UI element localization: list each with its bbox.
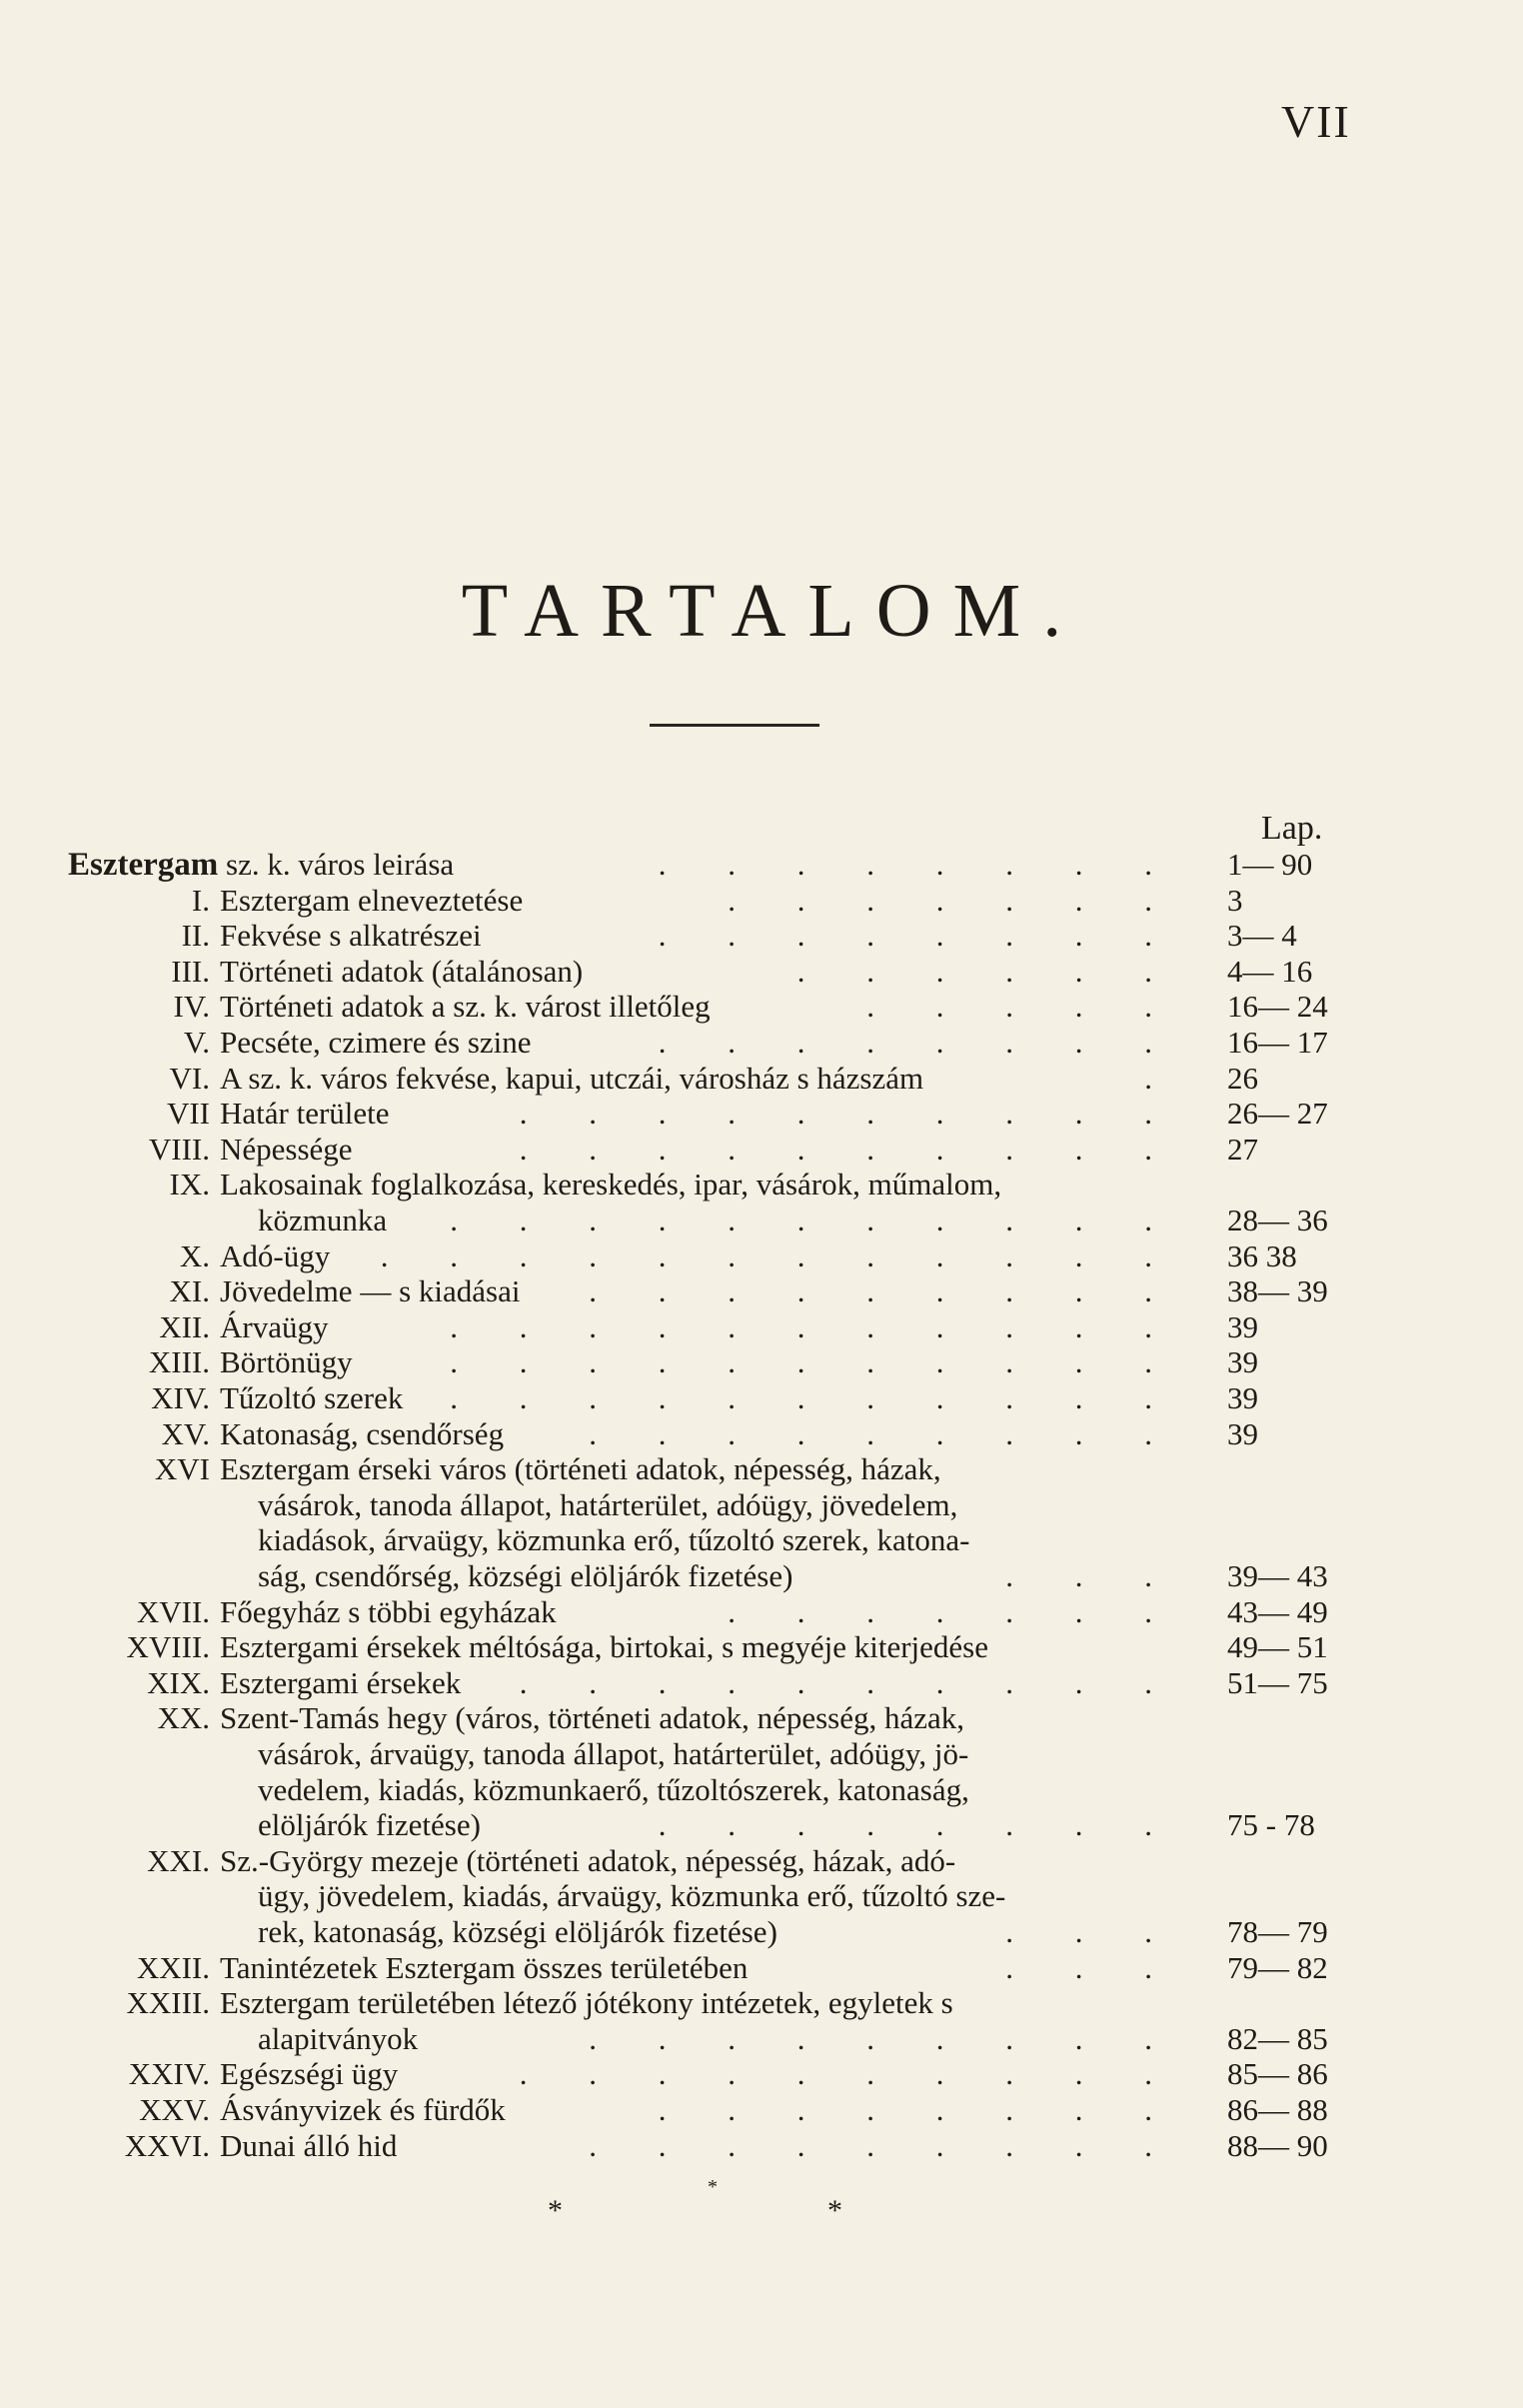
entry-number: IX. — [169, 1167, 210, 1203]
leader-dots: . . . . . . . . . . . — [450, 1203, 1179, 1237]
toc-entry — [0, 1310, 1523, 1344]
entry-pages: 39— 43 — [1227, 1558, 1328, 1593]
leader-dots: . . . . . — [866, 989, 1179, 1025]
entry-title: Esztergam elneveztetése — [220, 882, 524, 918]
entry-number: XIV. — [151, 1380, 210, 1415]
leader-dots: . . . — [1005, 1949, 1179, 1985]
entry-title: rek, katonaság, községi elöljárók fizetése) — [258, 1914, 777, 1949]
toc-entry — [0, 1915, 1523, 1949]
leader-dots: . . . . . . . . — [658, 1025, 1179, 1060]
entry-pages: 79— 82 — [1227, 1949, 1328, 1985]
entry-title: Ásványvizek és fürdők — [220, 2092, 506, 2127]
toc-entry — [0, 1488, 1523, 1522]
leader-dots: . . . . . . . . . . . . — [380, 1237, 1179, 1273]
toc-entry — [0, 848, 1523, 882]
leader-dots: . . . . . . . . . — [589, 1273, 1179, 1309]
toc-entry — [0, 1773, 1523, 1807]
entry-title: Egészségi ügy — [220, 2056, 399, 2092]
entry-number: XXIV. — [128, 2056, 210, 2092]
entry-title: Esztergami érsekek — [220, 1664, 462, 1700]
toc-entry — [0, 1951, 1523, 1985]
toc-entry — [0, 1168, 1523, 1202]
toc-entry — [0, 1097, 1523, 1131]
entry-number: XXI. — [147, 1842, 210, 1878]
entry-number: XXIII. — [126, 1985, 210, 2021]
entry-number: XIII. — [148, 1344, 210, 1380]
toc-entry — [0, 2057, 1523, 2091]
entry-pages: 39 — [1227, 1308, 1258, 1344]
entry-number: XII. — [159, 1308, 210, 1344]
leader-dots: . — [1144, 1060, 1179, 1096]
entry-number: I. — [191, 882, 210, 918]
toc-entry — [0, 1204, 1523, 1237]
entry-title: vedelem, kiadás, közmunkaerő, tűzoltószerek, katonaság, — [258, 1771, 969, 1807]
entry-pages: 3 — [1227, 882, 1243, 918]
entry-title: Népessége — [220, 1131, 353, 1167]
entry-title-text: sz. k. város leirása — [218, 847, 455, 882]
entry-title: Esztergam érseki város (történeti adatok, népesség, házak, — [220, 1451, 941, 1487]
entry-title: Esztergam területében létező jótékony intézetek, egyletek s — [220, 1985, 953, 2021]
leader-dots: . . . . . . . . . . . — [450, 1308, 1179, 1344]
entry-number: XX. — [157, 1700, 210, 1736]
leader-dots: . . . . . . . . . . — [519, 2056, 1179, 2092]
entry-number: VIII. — [148, 1131, 210, 1167]
toc-entry — [0, 2022, 1523, 2056]
entry-pages: 1— 90 — [1227, 847, 1313, 882]
page-number: VII — [1281, 96, 1351, 147]
toc-entry — [0, 1595, 1523, 1629]
entry-title: Fekvése s alkatrészei — [220, 918, 482, 954]
leader-dots: . . . . . . . . . . . — [450, 1344, 1179, 1380]
toc-entry — [0, 1026, 1523, 1060]
entry-number: XV. — [161, 1415, 210, 1451]
entry-pages: 4— 16 — [1227, 953, 1313, 989]
entry-pages: 51— 75 — [1227, 1664, 1328, 1700]
entry-number: VI. — [169, 1060, 210, 1096]
entry-pages: 78— 79 — [1227, 1914, 1328, 1949]
entry-title: Szent-Tamás hegy (város, történeti adatok, népesség, házak, — [220, 1700, 964, 1736]
entry-number: V. — [183, 1025, 210, 1060]
entry-number: XVII. — [136, 1593, 210, 1629]
toc-entry — [0, 1239, 1523, 1273]
entry-title: vásárok, árvaügy, tanoda állapot, határterület, adóügy, jö- — [258, 1736, 969, 1771]
entry-number: X. — [179, 1237, 210, 1273]
entry-title: ügy, jövedelem, kiadás, árvaügy, közmunka erő, tűzoltó sze- — [258, 1878, 1006, 1914]
entry-number: II. — [181, 918, 210, 954]
toc-entry — [0, 2129, 1523, 2163]
toc-entry — [0, 1808, 1523, 1842]
entry-pages: 36 38 — [1227, 1237, 1297, 1273]
leader-dots: . . . . . . . . . — [589, 2020, 1179, 2056]
toc-entry — [0, 1062, 1523, 1096]
entry-title: vásárok, tanoda állapot, határterület, adóügy, jövedelem, — [258, 1486, 958, 1522]
entry-title: Határ területe — [220, 1096, 390, 1132]
entry-number: XI. — [169, 1273, 210, 1309]
entry-title: elöljárók fizetése) — [258, 1807, 481, 1843]
entry-title: Árvaügy — [220, 1308, 329, 1344]
toc-entry — [0, 1133, 1523, 1167]
entry-pages: 26 — [1227, 1060, 1258, 1096]
leader-dots: . . . . . . . . — [658, 1807, 1179, 1843]
toc-entry — [0, 1630, 1523, 1664]
entry-pages: 39 — [1227, 1415, 1258, 1451]
entry-title: Főegyház s többi egyházak — [220, 1593, 557, 1629]
entry-pages: 75 - 78 — [1227, 1807, 1315, 1843]
ornament-star: * — [548, 2194, 563, 2227]
entry-title: Dunai álló hid — [220, 2127, 398, 2163]
leader-dots: . . . . . . . — [728, 882, 1179, 918]
entry-pages: 3— 4 — [1227, 918, 1297, 954]
entry-pages: 88— 90 — [1227, 2127, 1328, 2163]
toc-entry — [0, 1737, 1523, 1771]
entry-title: kiadások, árvaügy, közmunka erő, tűzoltó szerek, katona- — [258, 1522, 970, 1558]
entry-number: XXII. — [136, 1949, 210, 1985]
toc-entry — [0, 955, 1523, 989]
entry-title: Katonaság, csendőrség — [220, 1415, 505, 1451]
title-rule — [650, 724, 819, 727]
entry-pages: 38— 39 — [1227, 1273, 1328, 1309]
toc-entry — [0, 1701, 1523, 1735]
leader-dots: . . . . . . . . . . — [519, 1131, 1179, 1167]
leader-dots: . . . — [1005, 1914, 1179, 1949]
toc-entry — [0, 884, 1523, 918]
entry-number: XVIII. — [126, 1629, 210, 1665]
leader-dots: . . . . . . . . . . — [519, 1096, 1179, 1132]
entry-title: A sz. k. város fekvése, kapui, utczái, városház s házszám — [220, 1060, 924, 1096]
toc-entry — [0, 1986, 1523, 2020]
leader-dots: . . . . . . . . . . — [519, 1664, 1179, 1700]
entry-title: Lakosainak foglalkozása, kereskedés, ipar, vásárok, műmalom, — [220, 1167, 1002, 1203]
toc-entry — [0, 1417, 1523, 1451]
entry-title: Adó-ügy — [220, 1237, 331, 1273]
leader-dots: . . . . . . . . — [658, 847, 1179, 882]
entry-number: III. — [171, 953, 210, 989]
entry-number: VII — [166, 1096, 210, 1132]
entry-pages: 39 — [1227, 1344, 1258, 1380]
entry-pages: 16— 24 — [1227, 989, 1328, 1025]
entry-pages: 86— 88 — [1227, 2092, 1328, 2127]
leader-dots: . . . . . . . . — [658, 918, 1179, 954]
ornament-star: * — [708, 2176, 718, 2198]
entry-number: XXV. — [139, 2092, 210, 2127]
entry-title: Történeti adatok (átalánosan) — [220, 953, 584, 989]
entry-title: közmunka — [258, 1203, 388, 1237]
entry-title — [68, 848, 454, 882]
leader-dots: . . . — [1005, 1558, 1179, 1593]
toc-entry — [0, 1274, 1523, 1308]
entry-title: Történeti adatok a sz. k. várost illetőleg — [220, 989, 711, 1025]
leader-dots: . . . . . . — [796, 953, 1179, 989]
ornament-star: * — [827, 2194, 842, 2227]
page-title: TARTALOM. — [461, 569, 1084, 653]
entry-pages: 82— 85 — [1227, 2020, 1328, 2056]
entry-title: Jövedelme — s kiadásai — [220, 1273, 521, 1309]
toc-entry — [0, 1523, 1523, 1557]
toc-entry — [0, 1666, 1523, 1700]
toc-entry — [0, 990, 1523, 1024]
toc-entry — [0, 1452, 1523, 1486]
entry-pages: 43— 49 — [1227, 1593, 1328, 1629]
toc-entry — [0, 1381, 1523, 1415]
toc-entry — [0, 1844, 1523, 1878]
entry-title: Pecséte, czimere és szine — [220, 1025, 532, 1060]
entry-heading: Esztergam — [68, 847, 219, 883]
leader-dots: . . . . . . . . . . . — [450, 1380, 1179, 1415]
page-column-header: Lap. — [1261, 810, 1323, 847]
toc-entry — [0, 1879, 1523, 1913]
toc-entry — [0, 2093, 1523, 2127]
entry-title: Esztergami érsekek méltósága, birtokai, s megyéje kiterjedése — [220, 1629, 988, 1665]
entry-title: alapitványok — [258, 2020, 419, 2056]
toc-entry — [0, 919, 1523, 953]
entry-pages: 26— 27 — [1227, 1096, 1328, 1132]
leader-dots: . . . . . . . . . — [589, 1415, 1179, 1451]
entry-pages: 39 — [1227, 1380, 1258, 1415]
toc-entry — [0, 1559, 1523, 1593]
entry-number: XIX. — [147, 1664, 210, 1700]
leader-dots: . . . . . . . . — [658, 2092, 1179, 2127]
entry-pages: 16— 17 — [1227, 1025, 1328, 1060]
entry-number: IV. — [173, 989, 210, 1025]
entry-pages: 49— 51 — [1227, 1629, 1328, 1665]
entry-pages: 85— 86 — [1227, 2056, 1328, 2092]
entry-title: Sz.-György mezeje (történeti adatok, népesség, házak, adó- — [220, 1842, 956, 1878]
entry-pages: 27 — [1227, 1131, 1258, 1167]
entry-title: Tanintézetek Esztergam összes területében — [220, 1949, 749, 1985]
entry-title: ság, csendőrség, községi elöljárók fizetése) — [258, 1558, 793, 1593]
leader-dots: . . . . . . . . . — [589, 2127, 1179, 2163]
leader-dots: . . . . . . . — [728, 1593, 1179, 1629]
entry-title: Tűzoltó szerek — [220, 1380, 404, 1415]
entry-title: Börtönügy — [220, 1344, 353, 1380]
toc-entry — [0, 1345, 1523, 1379]
entry-number: XVI — [154, 1451, 210, 1487]
entry-pages: 28— 36 — [1227, 1203, 1328, 1237]
entry-number: XXVI. — [124, 2127, 210, 2163]
